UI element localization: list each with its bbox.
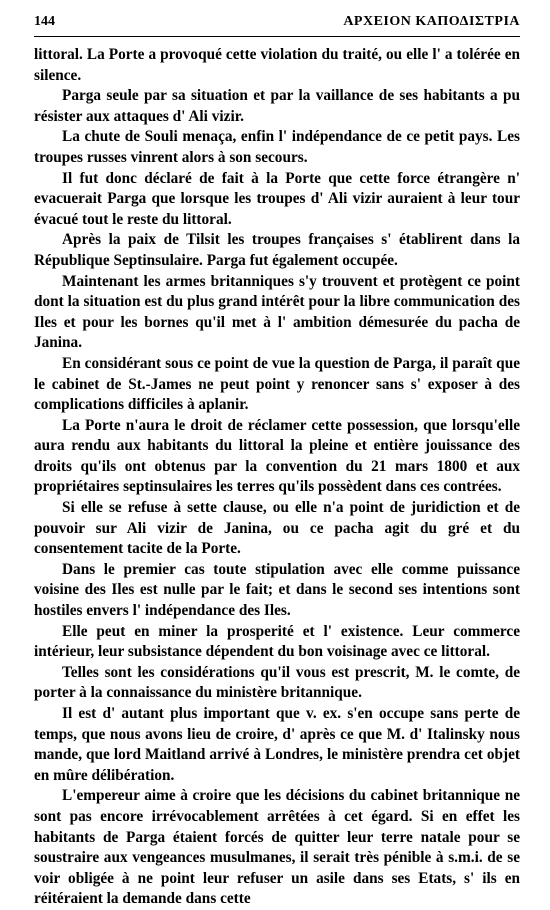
running-title: ΑΡΧΕΙΟΝ ΚΑΠΟΔΙΣΤΡΙΑ (343, 14, 520, 29)
paragraph: En considérant sous ce point de vue la question de Parga, il paraît que le cabinet de St.-James ne peut point y renoncer sans s' exposer à des complications difficiles à aplanir. (34, 354, 520, 414)
page-number: 144 (34, 14, 55, 29)
page-body (34, 45, 520, 910)
paragraph: Il est d' autant plus important que v. ex. s'en occupe sans perte de temps, que nous avons lieu de croire, d' après ce que M. d' Italinsky nous mande, que lord Maitland arrivé à Londres, le ministère prendra cet objet en mûre délibération. (34, 705, 520, 784)
paragraph: Maintenant les armes britanniques s'y trouvent et protègent ce point dont la situation est du plus grand intérêt pour la libre communication des Iles et pour les bornes qu'il met à l' ambition démesurée du pacha de Janina. (34, 272, 520, 352)
paragraph: La chute de Souli menaça, enfin l' indépendance de ce petit pays. Les troupes russes vinrent alors à son secours. (34, 128, 520, 166)
paragraph: La Porte n'aura le droit de réclamer cette possession, que lorsqu'elle aura rendu aux habitants du littoral la pleine et entière jouissance des droits qu'ils ont obtenus par la convention du 21 mars 1800 et aux propriétaires septinsulaires les terres qu'ils possèdent dans ces contrées. (34, 416, 520, 496)
paragraph: Il fut donc déclaré de fait à la Porte que cette force étrangère n' evacuerait Parga que lorsque les troupes d' Ali vizir auraient à leur tour évacué tout le reste du littoral. (34, 169, 520, 228)
paragraph: Elle peut en miner la prosperité et l' existence. Leur commerce intérieur, leur subsistance dépendent du bon voisinage avec ce littoral. (34, 622, 520, 661)
paragraph: littoral. La Porte a provoqué cette violation du traité, ou elle l' a tolérée en silence. (34, 46, 520, 84)
page-header (34, 12, 520, 37)
paragraph: L'empereur aime à croire que les décisions du cabinet britannique ne sont pas encore irrévocablement arrêtées à cet égard. Si en effet les habitants de Parga étaient forcés de quitter leur terre natale pour se soustraire aux vengeances musulmanes, il serait très pénible à s.m.i. de se voir obligée à ne point leur refuser un asile dans ses Etats, s' ils en réitéraient la demande dans cette (34, 787, 520, 908)
paragraph: Telles sont les considérations qu'il vous est prescrit, M. le comte, de porter à la connaissance du ministère britannique. (34, 663, 520, 702)
paragraph: Si elle se refuse à sette clause, ou elle n'a point de juridiction et de pouvoir sur Ali vizir de Janina, ou ce pacha agit du gré et du consentement tacite de la Porte. (34, 499, 520, 558)
paragraph: Parga seule par sa situation et par la vaillance de ses habitants a pu résister aux attaques d' Ali vizir. (34, 87, 520, 125)
document-page (34, 12, 520, 910)
paragraph: Dans le premier cas toute stipulation avec elle comme puissance voisine des Iles est nulle par le fait; et dans le second ses intentions sont hostiles envers l' indépendance des Iles. (34, 560, 520, 620)
paragraph: Après la paix de Tilsit les troupes françaises s' établirent dans la République Septinsulaire. Parga fut également occupée. (34, 231, 520, 269)
